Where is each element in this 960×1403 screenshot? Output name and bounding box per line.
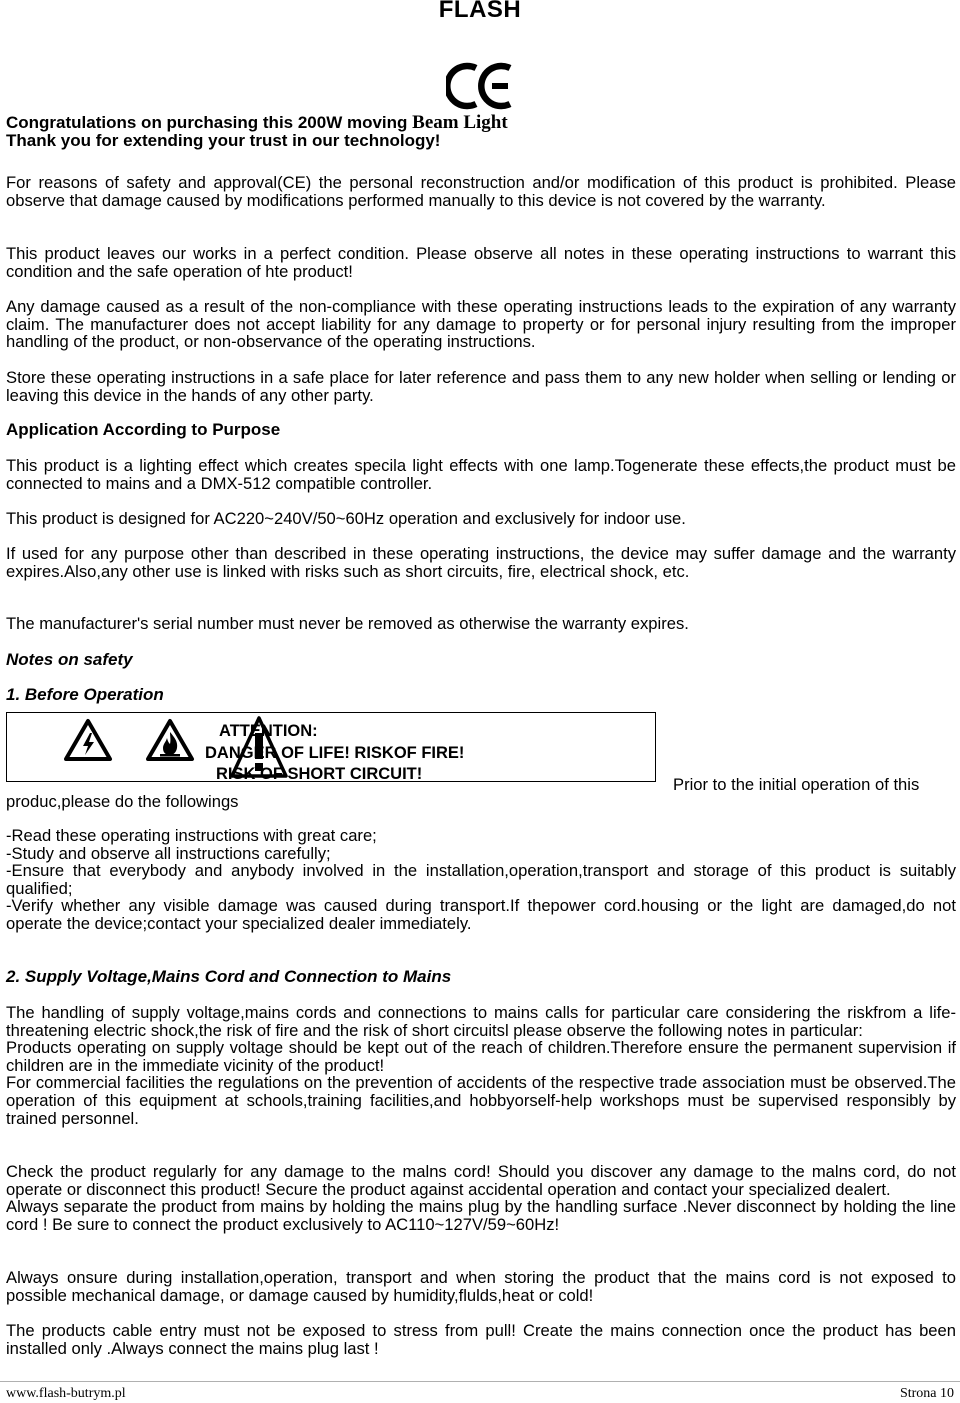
warning-line-1: DANGER OF LIFE! RISKOF FIRE! [205, 744, 465, 762]
list-item: -Read these operating instructions with great care; [6, 826, 377, 845]
paragraph-damage-liability: Any damage caused as a result of the non-compliance with these operating instructions leads to the expiration of any warranty claim. The manufacturer does not accept liability for any damage to property or for personal injury resulting from the improper handling of the product, or non-observance of the operating instructions. [6, 297, 956, 352]
heading-supply-voltage: 2. Supply Voltage,Mains Cord and Connection to Mains [6, 967, 452, 986]
warning-line-2: RISK OF SHORT CIRCUIT! [216, 765, 423, 783]
paragraph-children: Products operating on supply voltage should be kept out of the reach of children.Therefore ensure the permanent supervision if children are in the immediate vicinity of the product! [6, 1038, 956, 1075]
product-name: Beam Light [412, 112, 508, 133]
paragraph-cable-entry: The products cable entry must not be exposed to stress from pull! Create the mains connection once the product has been installed only .Always connect the mains plug last ! [6, 1321, 956, 1358]
brand-title: FLASH [438, 0, 522, 23]
footer-page-number: Strona 10 [899, 1386, 954, 1401]
warning-title: ATTENTION: [219, 722, 318, 740]
list-item: -Ensure that everybody and anybody involved in the installation,operation,transport and storage of this product is suitably qualified; [6, 861, 956, 898]
before-operation-list [6, 827, 956, 933]
paragraph-check-cord: Check the product regularly for any damage to the malns cord! Should you discover any damage to the malns cord, do not operate or disconnect this product! Secure the product against accidental operation and contact your specialized dealert. [6, 1162, 956, 1199]
prior-text-right: Prior to the initial operation of this [673, 775, 920, 794]
footer-website: www.flash-butrym.pl [6, 1386, 126, 1401]
paragraph-voltage-indoor: This product is designed for AC220~240V/50~60Hz operation and exclusively for indoor use. [6, 509, 686, 528]
heading-notes-on-safety: Notes on safety [6, 650, 133, 669]
fire-warning-icon [145, 718, 195, 762]
congratulations-text [6, 114, 508, 150]
footer-divider [0, 1381, 960, 1382]
paragraph-serial-number: The manufacturer's serial number must never be removed as otherwise the warranty expires. [6, 614, 689, 633]
congrats-line-2: Thank you for extending your trust in our technology! [6, 131, 441, 150]
paragraph-lighting-effect: This product is a lighting effect which creates specila light effects with one lamp.Togenerate these effects,the product must be connected to mains and a DMX-512 compatible controller. [6, 456, 956, 493]
list-item: -Verify whether any visible damage was caused during transport.If thepower cord.housing or the light are damaged,do not operate the device;contact your specialized dealer immediately. [6, 896, 956, 933]
prior-text-left: produc,please do the followings [6, 792, 239, 811]
paragraph-modification: For reasons of safety and approval(CE) the personal reconstruction and/or modification of this product is prohibited. Please observe that damage caused by modifications performed manually to this device is not covered by the warranty. [6, 173, 956, 210]
paragraph-handling: The handling of supply voltage,mains cords and connections to mains calls for particular care considering the riskfrom a life-threatening electric shock,the risk of fire and the risk of short circuitsl please observe the following notes in particular: [6, 1003, 956, 1040]
paragraph-always-ensure: Always onsure during installation,operation, transport and when storing the product that the mains cord is not exposed to possible mechanical damage, or damage caused by humidity,flulds,heat or cold! [6, 1268, 956, 1305]
paragraph-store-instructions: Store these operating instructions in a safe place for later reference and pass them to any new holder when selling or lending or leaving this device in the hands of any other party. [6, 368, 956, 405]
heading-application: Application According to Purpose [6, 420, 281, 439]
list-item: -Study and observe all instructions carefully; [6, 843, 331, 863]
supply-block-2 [6, 1163, 956, 1233]
ce-mark-icon [446, 62, 514, 110]
paragraph-other-use: If used for any purpose other than described in these operating instructions, the device may suffer damage and the warranty expires.Also,any other use is linked with risks such as short circuits, fire, electrical shock, etc. [6, 544, 956, 581]
warning-box [6, 712, 656, 782]
high-voltage-warning-icon [63, 718, 113, 762]
congrats-line-1: Congratulations on purchasing this 200W moving [6, 113, 413, 132]
supply-block-1 [6, 1004, 956, 1127]
paragraph-commercial: For commercial facilities the regulations on the prevention of accidents of the respective trade association must be observed.The operation of this equipment at schools,training facilities,and hobbyorself-help workshops must be supervised responsibly by trained personnel. [6, 1073, 956, 1128]
paragraph-condition: This product leaves our works in a perfect condition. Please observe all notes in these operating instructions to warrant this condition and the safe operation of hte product! [6, 244, 956, 281]
paragraph-separate-mains: Always separate the product from mains by holding the mains plug by the handling surface .Never disconnect by holding the line cord ! Be sure to connect the product exclusively to AC110~127V/59~60Hz! [6, 1197, 956, 1234]
heading-before-operation: 1. Before Operation [6, 685, 164, 704]
